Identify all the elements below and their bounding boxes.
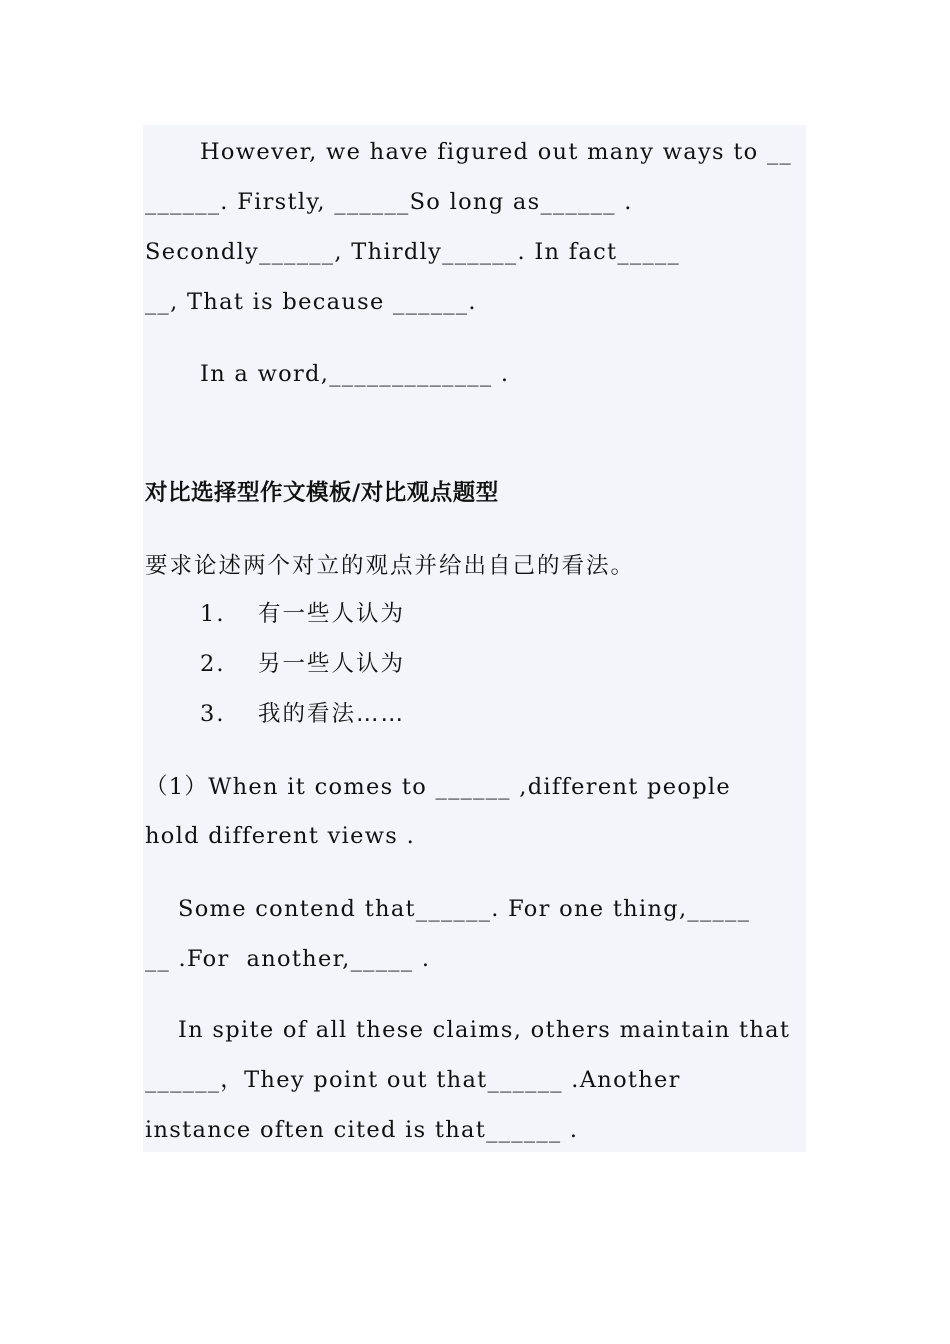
template-para3-line3: instance often cited is that______ . xyxy=(145,1117,579,1143)
section-heading: 对比选择型作文模板/对比观点题型 xyxy=(145,480,499,506)
paragraph1-line4: __, That is because ______. xyxy=(145,289,477,315)
template-para3-line2: ______，They point out that______ .Another xyxy=(145,1067,681,1093)
list-item-text: 有一些人认为 xyxy=(258,601,406,627)
list-item xyxy=(200,649,405,679)
document-panel xyxy=(143,125,806,1152)
list-item-text: 我的看法…… xyxy=(258,701,406,727)
template-para2-line2: __ .For another,_____ . xyxy=(145,946,431,972)
list-item-number: 1. xyxy=(200,601,226,627)
template-para2-line1: Some contend that______. For one thing,_____ xyxy=(178,896,751,922)
paragraph1-line2: ______. Firstly, ______So long as______ . xyxy=(145,189,633,215)
template-para1-line1: （1）When it comes to ______ ,different people xyxy=(145,774,732,800)
conclusion-line: In a word,_____________ . xyxy=(200,361,510,387)
list-item xyxy=(200,599,405,629)
section-intro: 要求论述两个对立的观点并给出自己的看法。 xyxy=(145,553,636,579)
list-item xyxy=(200,699,405,729)
list-item-number: 3. xyxy=(200,701,226,727)
list-item-text: 另一些人认为 xyxy=(258,651,406,677)
template-para1-line2: hold different views . xyxy=(145,823,416,849)
list-item-number: 2. xyxy=(200,651,226,677)
template-para3-line1: In spite of all these claims, others maintain that xyxy=(178,1017,791,1043)
paragraph1-line1: However, we have figured out many ways to __ xyxy=(200,139,793,165)
paragraph1-line3: Secondly______, Thirdly______. In fact_____ xyxy=(145,239,681,265)
